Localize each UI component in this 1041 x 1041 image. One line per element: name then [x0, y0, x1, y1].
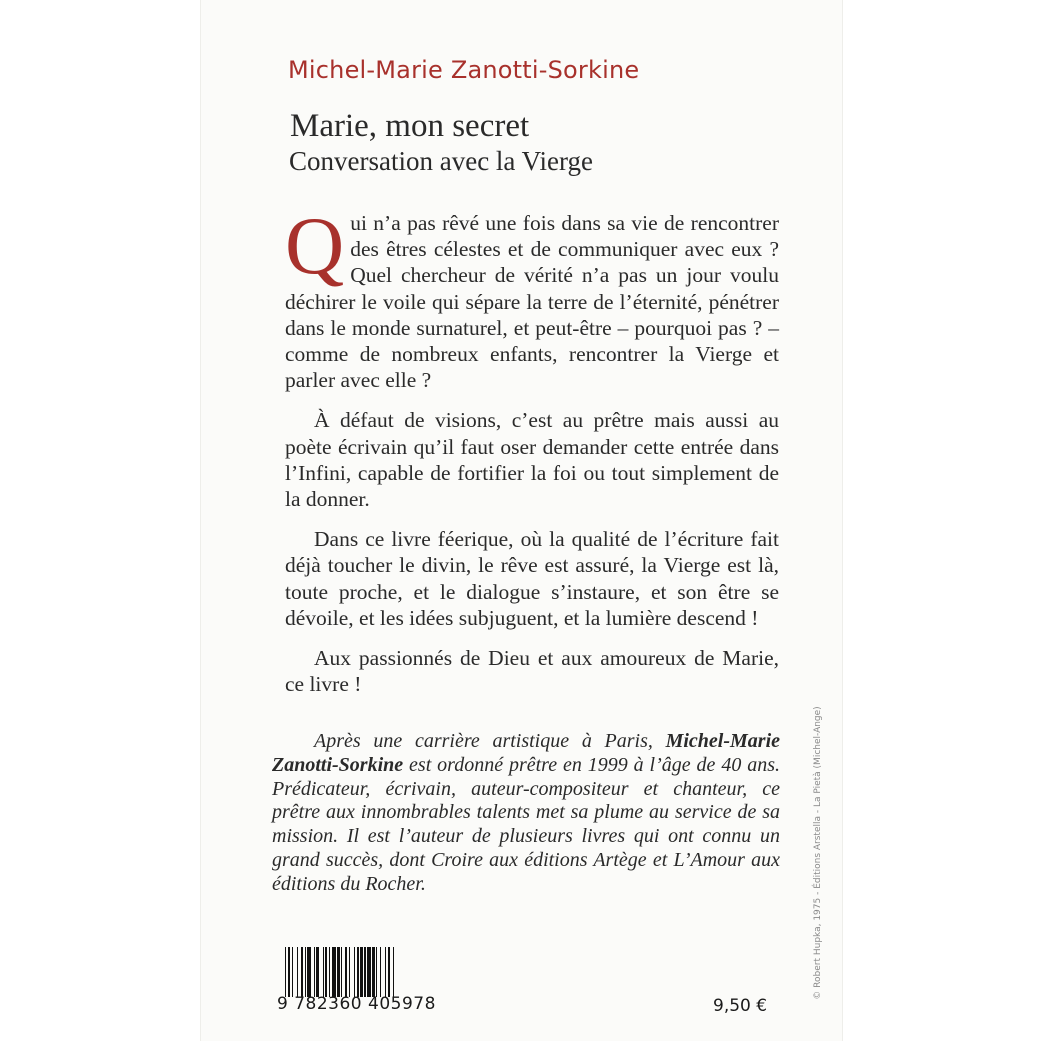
barcode-bar [372, 947, 375, 997]
barcode-bar [323, 947, 324, 997]
barcode-bar [388, 947, 391, 997]
barcode-bar [329, 947, 330, 997]
barcode-bar [357, 947, 360, 997]
barcode-bar [360, 947, 363, 997]
barcode-bar [307, 947, 311, 997]
blurb-paragraph-2: À défaut de visions, c’est au prêtre mais aussi au poète écrivain qu’il faut oser demander cette entrée dans l’Infini, capable de fortifier la foi ou tout simplement de la donner. [285, 408, 779, 512]
barcode-bar [325, 947, 326, 997]
blurb [285, 200, 779, 711]
barcode-bar [341, 947, 342, 997]
image-credit-text: © Robert Hupka, 1975 - Éditions Arstella - La Pietà (Michel-Ange) [813, 706, 823, 1000]
barcode-bar [364, 947, 365, 997]
author-name: Michel-Marie Zanotti-Sorkine [288, 56, 640, 84]
barcode-bar [332, 947, 336, 997]
price: 9,50 € [713, 996, 768, 1016]
blurb-paragraph-1-text: ui n’a pas rêvé une fois dans sa vie de rencontrer des êtres célestes et de communiquer avec eux ? Quel chercheur de vérité n’a pas un jour voulu déchirer le voile qui sépare la terre de l’éternité, pénétrer dans le monde surnaturel, et peut-être – pourquoi pas ? – comme de nombreux enfants, rencontrer la Vierge et parler avec elle ? [285, 211, 779, 393]
book-title: Marie, mon secret [290, 108, 530, 144]
barcode-bar [345, 947, 348, 997]
book-subtitle: Conversation avec la Vierge [289, 146, 594, 176]
author-bio [272, 730, 780, 897]
barcode-bar [301, 947, 304, 997]
barcode-bar [316, 947, 319, 997]
barcode-bar [349, 947, 350, 997]
barcode-bar [288, 947, 291, 997]
blurb-paragraph-1 [285, 200, 779, 393]
barcode-bar [292, 947, 293, 997]
barcode-bar [297, 947, 298, 997]
barcode-bar [314, 947, 315, 997]
barcode-bar [367, 947, 371, 997]
drop-cap: Q [285, 200, 345, 291]
barcode-bar [337, 947, 340, 997]
barcode-bar [376, 947, 377, 997]
blurb-paragraph-4: Aux passionnés de Dieu et aux amoureux de Marie, ce livre ! [285, 646, 779, 697]
barcode-bar [285, 947, 286, 997]
barcode-bar [380, 947, 381, 997]
author-bio-rest: est ordonné prêtre en 1999 à l’âge de 40 ans. Prédicateur, écrivain, auteur-compositeur et chanteur, ce prêtre aux innombrables talents met sa plume au service de sa mission. Il est l’auteur de plusieurs livres qui ont connu un grand succès, dont Croire aux éditions Artège et L’Amour aux éditions du Rocher. [272, 753, 780, 895]
barcode [277, 947, 443, 1019]
barcode-bar [393, 947, 394, 997]
author-bio-name: Michel-Marie Zanotti-Sorkine [272, 730, 780, 776]
barcode-bar [305, 947, 306, 997]
author-bio-intro: Après une carrière artistique à Paris, [314, 730, 666, 752]
barcode-bar [385, 947, 386, 997]
barcode-bars [285, 947, 441, 997]
isbn-number: 9 782360 405978 [277, 994, 436, 1014]
blurb-paragraph-3: Dans ce livre féerique, où la qualité de l’écriture fait déjà toucher le divin, le rêve est assuré, la Vierge est là, toute proche, et le dialogue s’instaure, et son être se dévoile, et les idées subjuguent, et la lumière descend ! [285, 527, 779, 630]
barcode-bar [354, 947, 355, 997]
